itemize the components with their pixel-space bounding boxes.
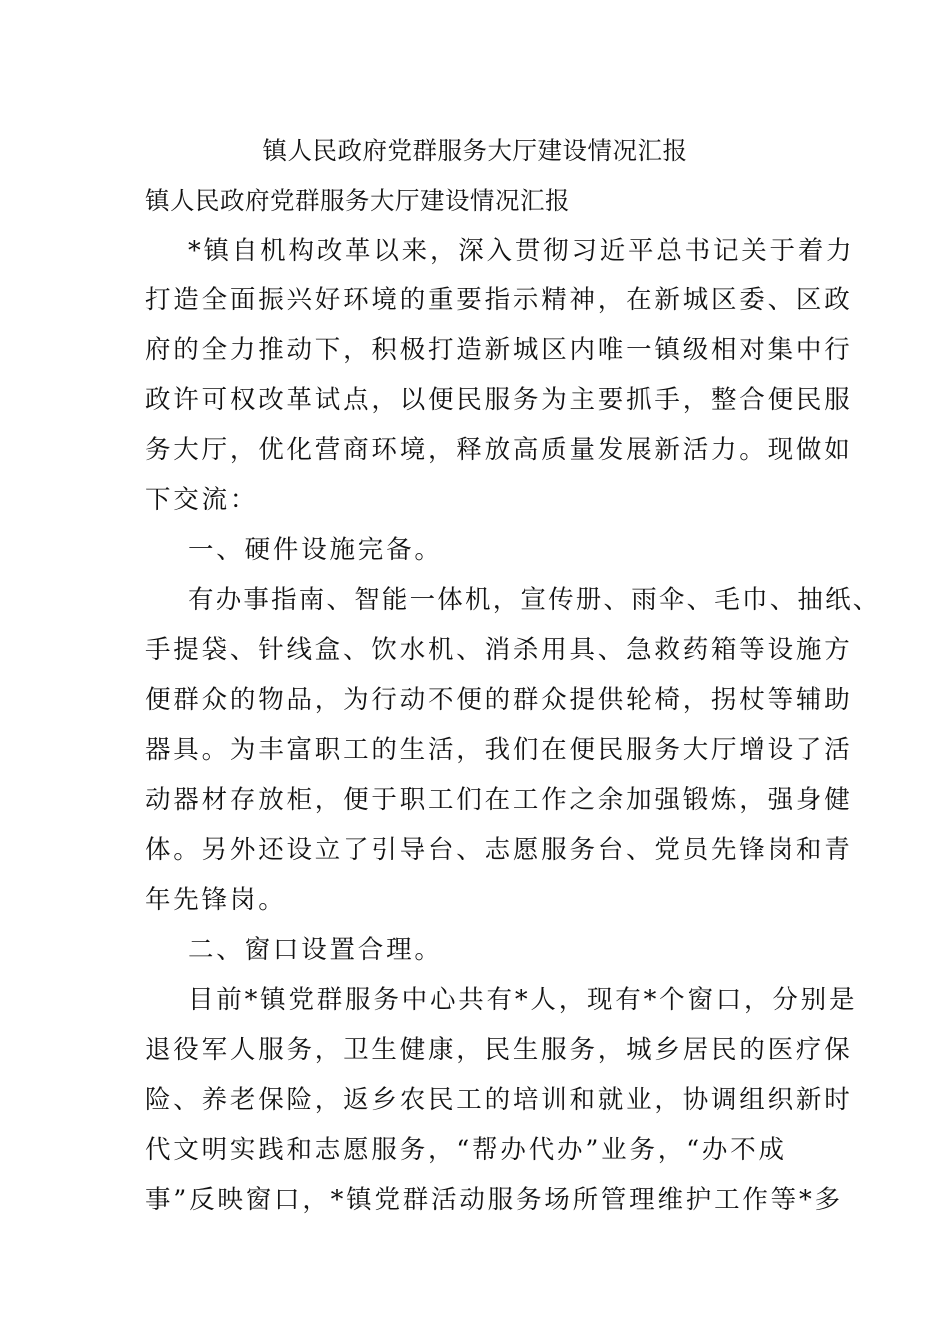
paragraph-line: 动器材存放柜，便于职工们在工作之余加强锻炼，强身健 (145, 785, 853, 815)
paragraph-line: 有办事指南、智能一体机，宣传册、雨伞、毛巾、抽纸、 (188, 585, 881, 615)
paragraph-line: 府的全力推动下，积极打造新城区内唯一镇级相对集中行 (145, 335, 853, 365)
section-heading: 一、硬件设施完备。 (188, 535, 443, 565)
document-title: 镇人民政府党群服务大厅建设情况汇报 (262, 136, 688, 165)
paragraph-line: 器具。为丰富职工的生活，我们在便民服务大厅增设了活 (145, 735, 853, 765)
paragraph-line: 务大厅，优化营商环境，释放高质量发展新活力。现做如 (145, 435, 853, 465)
paragraph-line: 事”反映窗口，*镇党群活动服务场所管理维护工作等*多 (145, 1185, 843, 1215)
paragraph-line: 退役军人服务，卫生健康，民生服务，城乡居民的医疗保 (145, 1035, 853, 1065)
paragraph-line: 便群众的物品，为行动不便的群众提供轮椅，拐杖等辅助 (145, 685, 853, 715)
paragraph-line: 目前*镇党群服务中心共有*人，现有*个窗口，分别是 (188, 985, 858, 1015)
paragraph-line: 险、养老保险，返乡农民工的培训和就业，协调组织新时 (145, 1085, 853, 1115)
section-heading: 二、窗口设置合理。 (188, 935, 443, 965)
paragraph-line: 下交流： (145, 485, 259, 515)
paragraph-line: *镇自机构改革以来，深入贯彻习近平总书记关于着力 (188, 236, 855, 266)
paragraph-line: 政许可权改革试点，以便民服务为主要抓手，整合便民服 (145, 385, 853, 415)
paragraph-line: 体。另外还设立了引导台、志愿服务台、党员先锋岗和青 (145, 835, 853, 865)
paragraph-line: 手提袋、针线盒、饮水机、消杀用具、急救药箱等设施方 (145, 635, 853, 665)
paragraph-line: 代文明实践和志愿服务，“帮办代办”业务，“办不成 (145, 1135, 787, 1165)
paragraph-line: 年先锋岗。 (145, 885, 287, 915)
paragraph-line: 打造全面振兴好环境的重要指示精神，在新城区委、区政 (145, 285, 853, 315)
document-subtitle: 镇人民政府党群服务大厅建设情况汇报 (145, 186, 570, 215)
